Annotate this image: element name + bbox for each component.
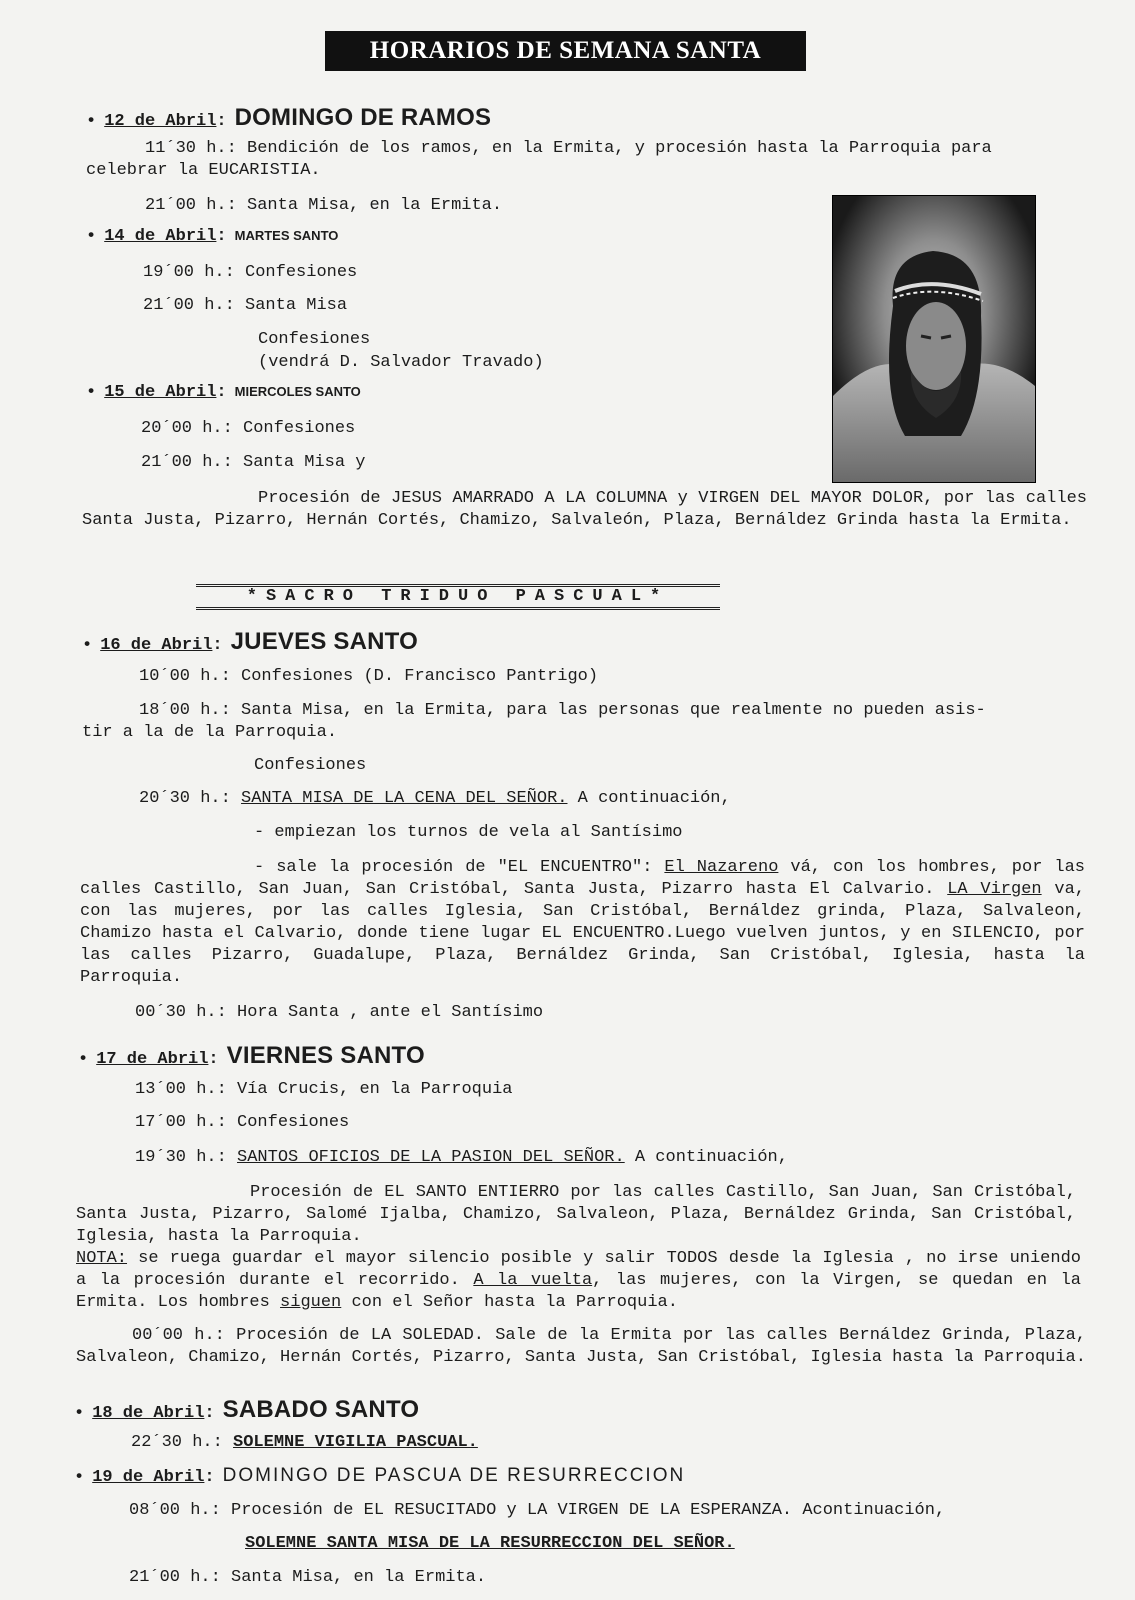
text-part: A la vuelta xyxy=(473,1271,593,1290)
entry-text: Santa Misa xyxy=(245,296,348,315)
time: 21´00 h.: xyxy=(141,453,233,472)
entry-continuation: celebrar la EUCARISTIA. xyxy=(86,161,321,180)
text-part: - sale la procesión de "EL ENCUENTRO": xyxy=(254,858,665,877)
entry-text: Confesiones xyxy=(254,756,367,775)
text-part: LA Virgen xyxy=(947,880,1042,899)
entry-continuation: tir a la de la Parroquia. xyxy=(82,723,338,742)
time: 21´00 h.: xyxy=(145,196,237,215)
day-heading xyxy=(86,227,338,246)
day-title: SABADO SANTO xyxy=(222,1396,420,1423)
time: 10´00 h.: xyxy=(139,667,231,686)
time: 00´30 h.: xyxy=(135,1003,227,1022)
page-title: HORARIOS DE SEMANA SANTA xyxy=(325,31,806,71)
time: 11´30 h.: xyxy=(145,139,237,158)
text-part: vá, con los hombres, por las calles Castillo, San Juan, San Cristóbal, Santa Justa, Pizarro hasta El Calvario. xyxy=(80,858,1085,899)
procession-text: Procesión de JESUS AMARRADO A LA COLUMNA y VIRGEN DEL MAYOR DOLOR, por las calles Santa Justa, Pizarro, Hernán Cortés, Chamizo, Salvaleón, Plaza, Bernáldez Grinda hasta la Ermita. xyxy=(82,489,1087,530)
bullet: • xyxy=(78,1050,89,1069)
day-title: DOMINGO DE RAMOS xyxy=(234,104,492,131)
schedule-entry xyxy=(145,195,502,217)
date: 12 de Abril xyxy=(104,112,217,131)
bullet: • xyxy=(86,227,97,246)
colon: : xyxy=(216,227,227,246)
time: 08´00 h.: xyxy=(129,1501,221,1520)
procession-text: Procesión de EL SANTO ENTIERRO por las calles Castillo, San Juan, San Cristóbal, Santa Justa, Pizarro, Salomé Ijalba, Chamizo, Salvaleon, Plaza, Bernáldez Grinda, San Cristóbal, Iglesia, hasta la Parroquia. xyxy=(76,1183,1076,1246)
entry-text: Procesión de LA SOLEDAD. Sale de la Ermita por las calles Bernáldez Grinda, Plaza, Salvaleon, Chamizo, Hernán Cortés, Pizarro, Santa Justa, San Cristóbal, Iglesia hasta la Parroquia. xyxy=(76,1326,1086,1367)
schedule-entry xyxy=(135,1002,543,1024)
entry-text: Confesiones xyxy=(237,1113,350,1132)
date: 15 de Abril xyxy=(104,383,217,402)
text-part: con el Señor hasta la Parroquia. xyxy=(341,1293,678,1312)
time: 20´30 h.: xyxy=(139,789,231,808)
text-part: va, con las mujeres, por las calles Iglesia, San Cristóbal, Bernáldez grinda, Plaza, Salvaleon, Chamizo hasta el Calvario, donde tiene lugar EL ENCUENTRO.Luego vuelven juntos, y en SILENCIO, por las calles Pizarro, Guadalupe, Plaza, Bernáldez Grinda, San Cristóbal, Iglesia, hasta la Parroquia. xyxy=(80,880,1085,987)
day-heading xyxy=(86,383,361,402)
entry-text: Hora Santa , ante el Santísimo xyxy=(237,1003,544,1022)
colon: : xyxy=(204,1404,215,1423)
schedule-entry xyxy=(135,1147,788,1169)
schedule-entry xyxy=(129,1500,945,1522)
day-title: MARTES SANTO xyxy=(234,228,339,243)
text-part: se ruega guardar el mayor silencio posible y salir TODOS desde la Iglesia , no irse uniendo a la procesión durante el recorrido. xyxy=(76,1249,1081,1290)
time: 00´00 h.: xyxy=(132,1326,225,1345)
entry-title: SANTOS OFICIOS DE LA PASION DEL SEÑOR. xyxy=(237,1148,625,1167)
schedule-entry xyxy=(141,452,365,474)
time: 18´00 h.: xyxy=(139,701,231,720)
time: 19´00 h.: xyxy=(143,263,235,282)
bullet: • xyxy=(74,1404,85,1423)
procession-text xyxy=(80,857,1085,989)
text-part: siguen xyxy=(280,1293,342,1312)
date: 17 de Abril xyxy=(96,1050,209,1069)
note-text xyxy=(76,1248,1081,1314)
bullet: • xyxy=(86,383,97,402)
entry-title xyxy=(245,1533,735,1555)
entry-note: (vendrá D. Salvador Travado) xyxy=(258,353,544,372)
schedule-entry xyxy=(143,295,347,317)
bullet: • xyxy=(82,636,93,655)
day-heading xyxy=(74,1396,419,1424)
entry-text: Bendición de los ramos, en la Ermita, y procesión hasta la Parroquia para xyxy=(247,139,992,158)
entry-title: SOLEMNE VIGILIA PASCUAL. xyxy=(233,1433,478,1452)
schedule-entry xyxy=(145,138,992,160)
date: 18 de Abril xyxy=(92,1404,205,1423)
entry-text: Vía Crucis, en la Parroquia xyxy=(237,1080,513,1099)
entry-text: Santa Misa, en la Ermita. xyxy=(247,196,503,215)
entry-text: Confesiones (D. Francisco Pantrigo) xyxy=(241,667,599,686)
day-title: VIERNES SANTO xyxy=(226,1042,425,1069)
date: 14 de Abril xyxy=(104,227,217,246)
entry-text: Santa Misa, en la Ermita. xyxy=(231,1568,487,1587)
entry-text: Santa Misa, en la Ermita, para las personas que realmente no pueden asis- xyxy=(241,701,986,720)
bullet: • xyxy=(74,1468,85,1487)
day-heading xyxy=(86,104,491,132)
bullet: • xyxy=(86,112,97,131)
day-title: DOMINGO DE PASCUA DE RESURRECCION xyxy=(222,1465,686,1486)
time: 21´00 h.: xyxy=(143,296,235,315)
date: 19 de Abril xyxy=(92,1468,205,1487)
time: 21´00 h.: xyxy=(129,1568,221,1587)
day-title: MIERCOLES SANTO xyxy=(234,384,361,399)
day-heading xyxy=(82,628,418,656)
entry-text: Confesiones xyxy=(243,419,356,438)
schedule-entry xyxy=(139,788,731,810)
note-label: NOTA: xyxy=(76,1249,128,1268)
entry-text: Santa Misa y xyxy=(243,453,366,472)
schedule-entry xyxy=(76,1325,1086,1369)
colon: : xyxy=(216,383,227,402)
text-part: El Nazareno xyxy=(664,858,779,877)
schedule-entry xyxy=(141,418,355,440)
entry-title: SANTA MISA DE LA CENA DEL SEÑOR. xyxy=(241,789,568,808)
day-heading xyxy=(74,1465,685,1487)
day-heading xyxy=(78,1042,425,1070)
colon: : xyxy=(204,1468,215,1487)
schedule-entry xyxy=(129,1567,486,1589)
schedule-entry xyxy=(135,1079,512,1101)
schedule-entry xyxy=(139,700,986,722)
text-part: , las mujeres, con la Virgen, se quedan en la Ermita. Los hombres xyxy=(76,1271,1082,1312)
colon: : xyxy=(212,636,223,655)
entry-title: SOLEMNE SANTA MISA DE LA RESURRECCION DEL SEÑOR. xyxy=(245,1534,735,1553)
entry-text: Confesiones xyxy=(258,330,371,349)
entry-text: A continuación, xyxy=(567,789,731,808)
entry-text: Confesiones xyxy=(245,263,358,282)
day-title: JUEVES SANTO xyxy=(230,628,418,655)
colon: : xyxy=(208,1050,219,1069)
time: 13´00 h.: xyxy=(135,1080,227,1099)
section-divider: *SACRO TRIDUO PASCUAL* xyxy=(196,584,720,610)
schedule-entry xyxy=(131,1432,478,1454)
schedule-entry xyxy=(139,666,598,688)
time: 19´30 h.: xyxy=(135,1148,227,1167)
time: 22´30 h.: xyxy=(131,1433,223,1452)
entry-text: Procesión de EL RESUCITADO y LA VIRGEN DE LA ESPERANZA. Acontinuación, xyxy=(231,1501,946,1520)
entry-sub: - empiezan los turnos de vela al Santísimo xyxy=(254,823,683,842)
colon: : xyxy=(216,112,227,131)
christ-crown-of-thorns-icon xyxy=(832,195,1036,483)
time: 20´00 h.: xyxy=(141,419,233,438)
entry-text: A continuación, xyxy=(624,1148,788,1167)
date: 16 de Abril xyxy=(100,636,213,655)
schedule-entry xyxy=(135,1112,349,1134)
schedule-entry xyxy=(143,262,357,284)
time: 17´00 h.: xyxy=(135,1113,227,1132)
